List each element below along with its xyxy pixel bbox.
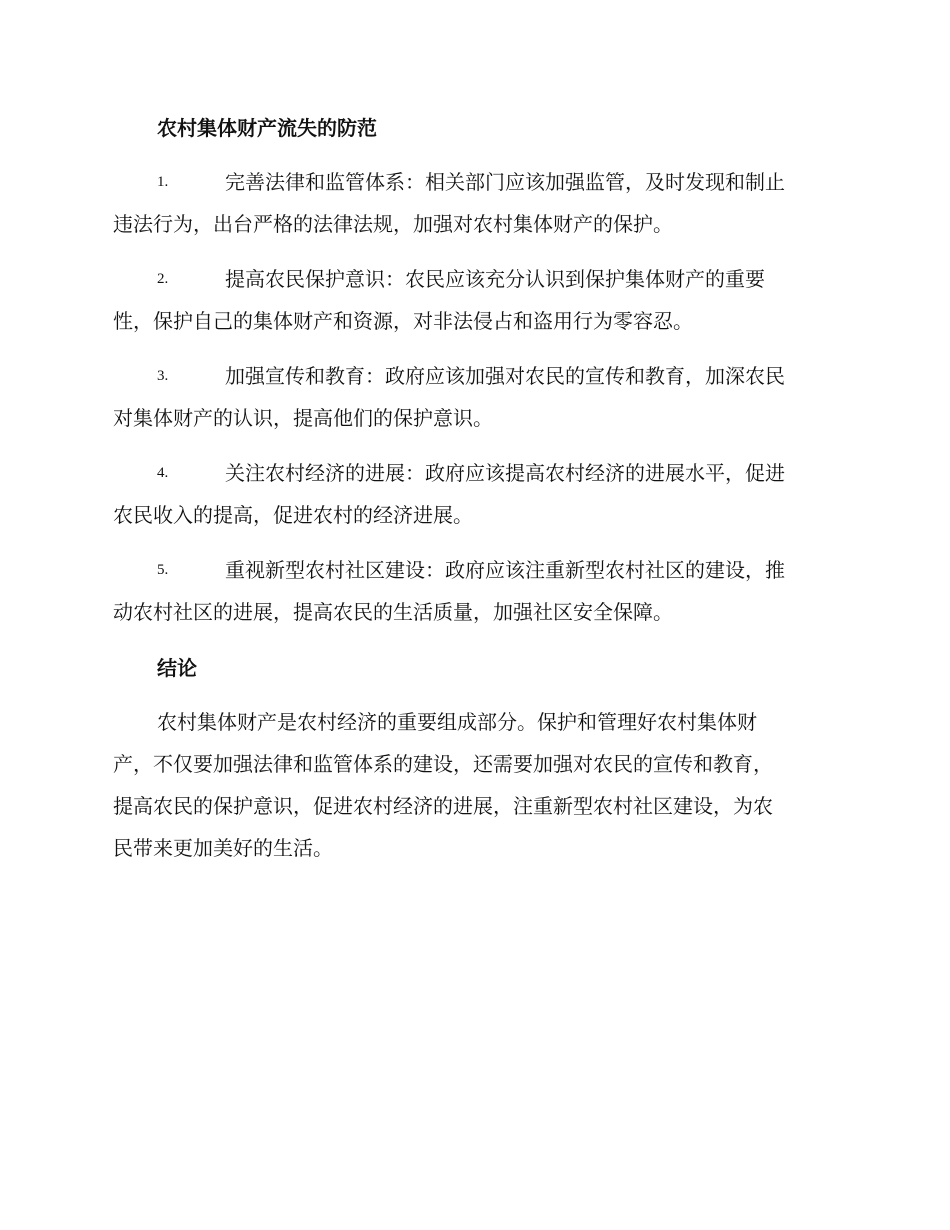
section-heading: 农村集体财产流失的防范	[157, 116, 377, 140]
list-item-text: 重视新型农村社区建设：政府应该注重新型农村社区的建设，推	[225, 558, 785, 582]
list-item-text: 关注农村经济的进展：政府应该提高农村经济的进展水平，促进	[225, 461, 785, 485]
list-item-text: 性，保护自己的集体财产和资源，对非法侵占和盗用行为零容忍。	[113, 309, 693, 333]
list-item-number: 1.	[157, 174, 169, 190]
list-item-text: 动农村社区的进展，提高农民的生活质量，加强社区安全保障。	[113, 600, 673, 624]
conclusion-heading: 结论	[157, 656, 197, 680]
list-item-text: 完善法律和监管体系：相关部门应该加强监管，及时发现和制止	[225, 170, 785, 194]
paragraph-line: 提高农民的保护意识，促进农村经济的进展，注重新型农村社区建设，为农	[113, 794, 773, 818]
paragraph-line: 产，不仅要加强法律和监管体系的建设，还需要加强对农民的宣传和教育，	[113, 752, 773, 776]
list-item-text: 违法行为，出台严格的法律法规，加强对农村集体财产的保护。	[113, 212, 673, 236]
paragraph-line: 民带来更加美好的生活。	[113, 836, 333, 860]
list-item-number: 4.	[157, 465, 169, 481]
list-item-number: 5.	[157, 562, 169, 578]
list-item-text: 对集体财产的认识，提高他们的保护意识。	[113, 406, 493, 430]
list-item-text: 农民收入的提高，促进农村的经济进展。	[113, 503, 473, 527]
list-item-number: 2.	[157, 271, 169, 287]
list-item-text: 加强宣传和教育：政府应该加强对农民的宣传和教育，加深农民	[225, 364, 785, 388]
list-item-number: 3.	[157, 368, 169, 384]
list-item-text: 提高农民保护意识：农民应该充分认识到保护集体财产的重要	[225, 267, 765, 291]
paragraph-line: 农村集体财产是农村经济的重要组成部分。保护和管理好农村集体财	[157, 710, 757, 734]
